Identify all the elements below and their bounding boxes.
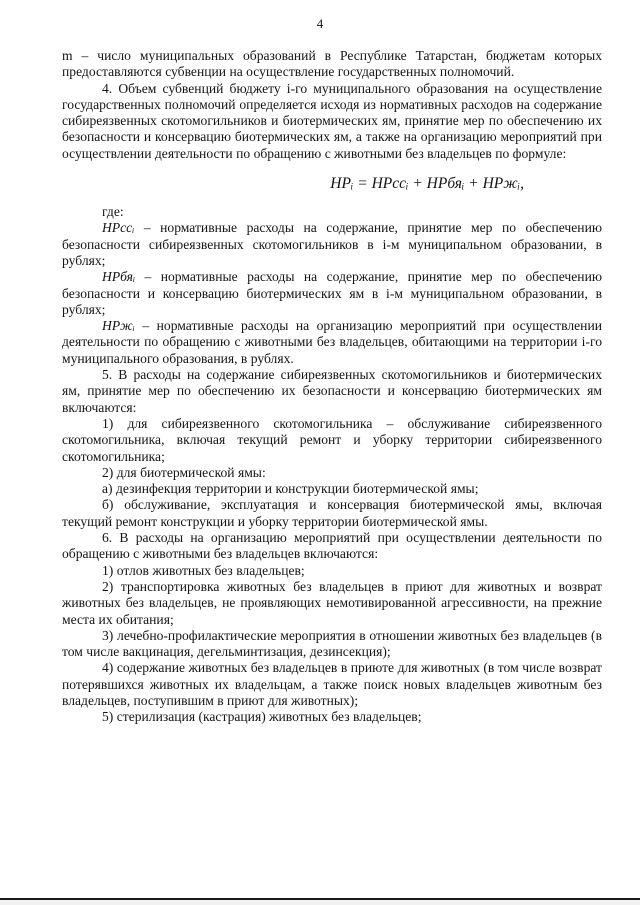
variable-hrzh: НРжᵢ	[102, 318, 135, 334]
item-5-1: 1) для сибиреязвенного скотомогильника – обслуживание сибиреязвенного скотомогильника, включая текущий ремонт и уборку территории сибиреязвенного скотомогильника;	[62, 415, 602, 464]
definition-hrbya	[62, 269, 602, 318]
item-6-3: 3) лечебно-профилактические мероприятия в отношении животных без владельцев (в том числе вакцинация, дегельминтизация, дезинсекция);	[62, 627, 602, 660]
item-6-5: 5) стерилизация (кастрация) животных без владельцев;	[102, 709, 422, 725]
item-5-2b: б) обслуживание, эксплуатация и консервация биотермической ямы, включая текущий ремонт конструкции и уборку территории биотермической ямы.	[62, 497, 602, 529]
item-6-4: 4) содержание животных без владельцев в приюте для животных (в том числе возврат потерявшихся животных их владельцам, а также поиск новых владельцев животным без владельцев, поступившим в приют для животных);	[62, 660, 602, 708]
paragraph-m-definition: m – число муниципальных образований в Республике Татарстан, бюджетам которых предоставляются субвенции на осуществление государственных полномочий.	[62, 48, 602, 80]
formula: НРᵢ = НРссᵢ + НРбяᵢ + НРжᵢ,	[330, 175, 524, 193]
definition-hrss	[62, 220, 602, 269]
item-6-2: 2) транспортировка животных без владельцев в приют для животных и возврат животных без владельцев, не проявляющих немотивированной агрессивности, на прежние места их обитания;	[62, 578, 602, 627]
definition-text: – нормативные расходы на содержание, принятие мер по обеспечению безопасности сибиреязвенных скотомогильников в i-м муниципальном образовании, в рублях;	[62, 220, 602, 268]
variable-hrss: НРссᵢ	[102, 220, 135, 236]
document-body	[62, 48, 602, 726]
definition-text: – нормативные расходы на содержание, принятие мер по обеспечению безопасности и консервацию биотермических ям в i-м муниципальном образовании, в рублях;	[62, 269, 602, 317]
item-5-2a: а) дезинфекция территории и конструкции биотермической ямы;	[102, 481, 479, 497]
paragraph-4: 4. Объем субвенций бюджету i-го муниципального образования на осуществление государственных полномочий определяется исходя из нормативных расходов на содержание сибиреязвенных скотомогильников и биотермических ям, принятие мер по обеспечению их безопасности и консервацию биотермических ям, а также на организацию мероприятий при осуществлении деятельности по обращению с животными без владельцев по формуле:	[62, 80, 602, 161]
item-5-2: 2) для биотермической ямы:	[102, 464, 266, 480]
page-bottom-edge	[0, 900, 640, 905]
item-6-1: 1) отлов животных без владельцев;	[102, 562, 305, 578]
definition-text: – нормативные расходы на организацию мероприятий при осуществлении деятельности по обращению с животными без владельцев, обитающими на территории i-го муниципального образования, в рублях.	[62, 318, 602, 366]
paragraph-5: 5. В расходы на содержание сибиреязвенных скотомогильников и биотермических ям, принятие мер по обеспечению их безопасности и консервацию биотермических ям включаются:	[62, 367, 602, 415]
where-label: где:	[102, 204, 124, 220]
variable-hrbya: НРбяᵢ	[102, 269, 136, 285]
definition-hrzh	[62, 318, 602, 367]
page-number: 4	[316, 16, 324, 31]
paragraph-6: 6. В расходы на организацию мероприятий при осуществлении деятельности по обращению с животными без владельцев включаются:	[62, 530, 602, 562]
